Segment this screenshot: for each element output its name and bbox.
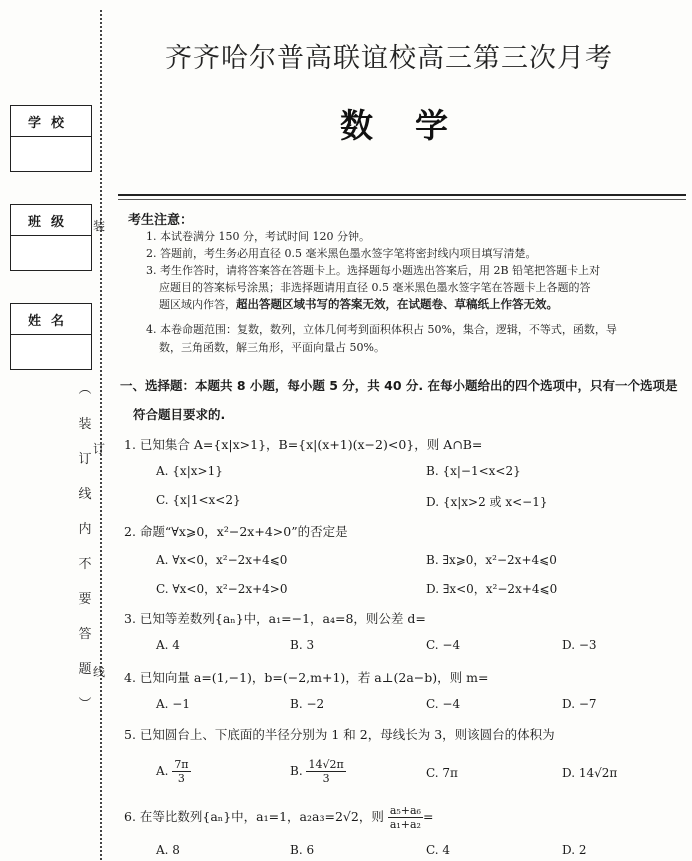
q6-stem-tail: =	[422, 809, 434, 824]
side-char: 装	[78, 417, 92, 432]
fraction-numerator: a₅+a₆	[389, 804, 421, 817]
q6-option-c[interactable]: C. 4	[426, 843, 451, 857]
q5-option-b[interactable]	[290, 758, 346, 785]
q5-c-prefix: C.	[426, 766, 439, 780]
q4-option-b[interactable]: B. −2	[290, 697, 325, 711]
notice-item-4-cont: 数，三角函数，解三角形，平面向量占 50%。	[159, 341, 385, 354]
notice-bold-warning: 超出答题区域书写的答案无效，在试题卷、草稿纸上作答无效。	[236, 297, 558, 311]
school-field[interactable]	[10, 105, 92, 172]
section-heading-cont: 符合题目要求的.	[133, 407, 226, 422]
q6-option-d[interactable]: D. 2	[562, 843, 587, 857]
notice-item-3-cont2	[159, 297, 692, 312]
q1-option-d[interactable]: D. {x|x>2 或 x<−1}	[426, 495, 548, 509]
q6-fraction	[388, 804, 423, 831]
question-3: 3. 已知等差数列{aₙ}中，a₁=−1，a₄=8，则公差 d=	[124, 611, 426, 626]
class-blank[interactable]	[11, 236, 91, 270]
q5-option-c[interactable]	[426, 766, 458, 780]
q6-option-a[interactable]: A. 8	[156, 843, 180, 857]
question-6	[124, 804, 433, 831]
q2-option-c[interactable]: C. ∀x<0，x²−2x+4>0	[156, 582, 288, 596]
exam-title: 齐齐哈尔普高联谊校高三第三次月考	[165, 43, 613, 74]
question-2: 2. 命题“∀x⩾0，x²−2x+4>0”的否定是	[124, 524, 348, 539]
notice-item-1: 1. 本试卷满分 150 分，考试时间 120 分钟。	[146, 230, 370, 243]
q5-b-prefix: B.	[290, 764, 303, 778]
q3-option-c[interactable]: C. −4	[426, 638, 461, 652]
side-warning	[73, 372, 97, 722]
class-label: 班级	[11, 205, 91, 236]
side-char: 线	[78, 487, 92, 502]
q3-option-a[interactable]: A. 4	[156, 638, 180, 652]
q5-b-fraction	[306, 758, 345, 785]
notice-title: 考生注意：	[128, 213, 194, 228]
q5-a-prefix: A.	[156, 764, 169, 778]
binding-mark-xian: 线	[93, 665, 106, 679]
fraction-denominator: 3	[322, 772, 330, 785]
q1-option-a[interactable]: A. {x|x>1}	[156, 464, 223, 478]
q5-c-value: 7π	[442, 766, 458, 780]
binding-line	[100, 10, 102, 860]
notice-item-3-cont: 应题目的答案标号涂黑；非选择题请用直径 0.5 毫米黑色墨水签字笔在答题卡上各题的答	[159, 281, 591, 294]
q2-option-d[interactable]: D. ∃x<0，x²−2x+4⩽0	[426, 582, 558, 596]
notice-item-3: 3. 考生作答时，请将答案答在答题卡上。选择题每小题选出答案后，用 2B 铅笔把答题卡上对	[146, 264, 601, 277]
question-5: 5. 已知圆台上、下底面的半径分别为 1 和 2，母线长为 3，则该圆台的体积为	[124, 727, 555, 742]
name-blank[interactable]	[11, 335, 91, 369]
side-char: 要	[78, 592, 92, 607]
q2-option-a[interactable]: A. ∀x<0，x²−2x+4⩽0	[156, 553, 288, 567]
binding-mark-zhuang: 装	[93, 219, 106, 233]
subject-title: 数学	[340, 106, 490, 145]
name-field[interactable]	[10, 303, 92, 370]
notice-item-4: 4. 本卷命题范围：复数，数列，立体几何考到面积体积占 50%，集合，逻辑，不等式，函数，导	[146, 323, 617, 336]
question-1: 1. 已知集合 A={x|x>1}，B={x|(x+1)(x−2)<0}，则 A∩B=	[124, 437, 483, 452]
binding-mark-ding: 订	[93, 442, 106, 456]
side-char: ︶	[78, 697, 92, 712]
header-rule	[118, 194, 686, 196]
notice-item-2: 2. 答题前，考生务必用直径 0.5 毫米黑色墨水签字笔将密封线内项目填写清楚。	[146, 247, 537, 260]
fraction-denominator: a₁+a₂	[389, 818, 421, 831]
school-label: 学校	[11, 106, 91, 137]
side-char: 题	[78, 662, 92, 677]
q5-option-a[interactable]	[156, 758, 191, 785]
section-heading: 一、选择题：本题共 8 小题，每小题 5 分，共 40 分. 在每小题给出的四个选项中，只有一个选项是	[120, 378, 678, 393]
side-char: 订	[78, 452, 92, 467]
q6-stem: 6. 在等比数列{aₙ}中，a₁=1，a₂a₃=2√2，则	[124, 809, 384, 824]
q4-option-a[interactable]: A. −1	[156, 697, 190, 711]
header-rule-thin	[118, 199, 686, 200]
q5-d-value: 14√2π	[578, 766, 618, 780]
q1-option-b[interactable]: B. {x|−1<x<2}	[426, 464, 521, 478]
notice-area-text: 题区域内作答，	[159, 298, 236, 311]
question-4: 4. 已知向量 a=(1,−1)，b=(−2,m+1)，若 a⊥(2a−b)，则 m=	[124, 670, 489, 685]
class-field[interactable]	[10, 204, 92, 271]
q4-option-d[interactable]: D. −7	[562, 697, 597, 711]
fraction-numerator: 7π	[174, 758, 189, 771]
side-char: 内	[78, 522, 92, 537]
fraction-denominator: 3	[177, 772, 185, 785]
side-char: 答	[78, 627, 92, 642]
q2-option-b[interactable]: B. ∃x⩾0，x²−2x+4⩽0	[426, 553, 557, 567]
q5-d-prefix: D.	[562, 766, 576, 780]
q4-option-c[interactable]: C. −4	[426, 697, 461, 711]
q5-option-d[interactable]	[562, 766, 617, 780]
q6-option-b[interactable]: B. 6	[290, 843, 315, 857]
q3-option-b[interactable]: B. 3	[290, 638, 315, 652]
fraction-numerator: 14√2π	[308, 758, 344, 771]
q3-option-d[interactable]: D. −3	[562, 638, 597, 652]
school-blank[interactable]	[11, 137, 91, 171]
side-char: ︵	[78, 382, 92, 397]
q5-a-fraction	[172, 758, 190, 785]
side-char: 不	[78, 557, 92, 572]
q1-option-c[interactable]: C. {x|1<x<2}	[156, 493, 241, 507]
name-label: 姓名	[11, 304, 91, 335]
